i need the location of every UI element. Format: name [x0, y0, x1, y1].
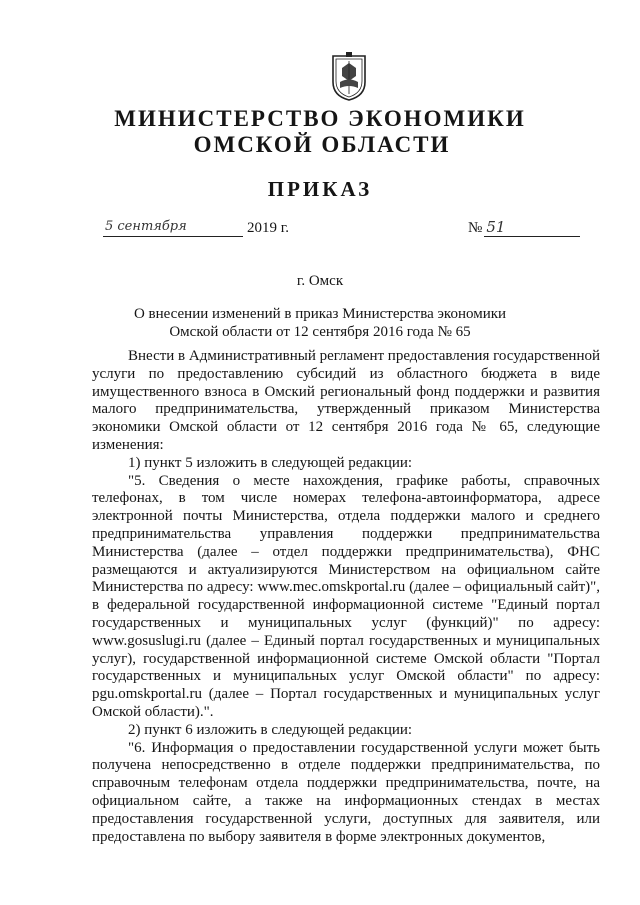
number-line: [468, 218, 580, 237]
city: г. Омск: [296, 273, 344, 289]
coat-of-arms-icon: [329, 52, 369, 102]
handwritten-number: 51: [484, 218, 580, 237]
date-line: [103, 218, 289, 237]
document-body: [92, 348, 600, 846]
ministry-name-line2: ОМСКОЙ ОБЛАСТИ: [193, 132, 451, 157]
body-paragraph: "5. Сведения о месте нахождения, графике работы, справочных телефонах, в том числе номерах телефона-автоинформатора, адресе электронной почты Министерства, отдела поддержки малого и среднего предпринимательства управления поддержки предпринимательства Министерства (далее – отдел поддержки предпринимательства), ФНС размещаются и актуализируются Министерством на официальном сайте Министерства по адресу: www.mec.omskportal.ru (далее – официальный сайт)", в федеральной государственной информационной системе "Единый портал государственных и муниципальных услуг (функций)" по адресу: www.gosuslugi.ru (далее – Единый портал государственных и муниципальных услуг), государственной информационной системе Омской области "Портал государственных и муниципальных услуг Омской области" по адресу: pgu.omskportal.ru (далее – Портал государственных и муниципальных услуг Омской области).".: [92, 472, 600, 720]
ministry-name-line1: МИНИСТЕРСТВО ЭКОНОМИКИ: [114, 106, 526, 131]
subject-line2: Омской области от 12 сентября 2016 года № 65: [169, 324, 471, 340]
subject: [0, 305, 640, 341]
subject-line1: О внесении изменений в приказ Министерства экономики: [133, 306, 507, 322]
document-type: ПРИКАЗ: [267, 177, 373, 201]
body-paragraph: 2) пункт 6 изложить в следующей редакции:: [128, 721, 413, 738]
handwritten-date: 5 сентября: [103, 218, 243, 237]
body-paragraph: Внести в Административный регламент предоставления государственной услуги по предоставлению субсидий из областного бюджета в виде имущественного взноса в Омский региональный фонд поддержки и развития малого предпринимательства, утвержденный приказом Министерства экономики Омской области от 12 сентября 2016 года № 65, следующие изменения:: [92, 348, 600, 453]
body-paragraph: 1) пункт 5 изложить в следующей редакции:: [128, 454, 413, 471]
number-prefix: №: [468, 220, 483, 236]
body-paragraph: "6. Информация о предоставлении государственной услуги может быть получена непосредственно в отделе поддержки предпринимательства, по справочным телефонам отдела поддержки предпринимательства, почте, на официальном сайте, а также на информационных стендах в местах предоставления государственной услуги, доступных для заявителя, или предоставлена по выбору заявителя в форме электронных документов,: [92, 739, 600, 845]
date-year: 2019 г.: [247, 220, 289, 236]
